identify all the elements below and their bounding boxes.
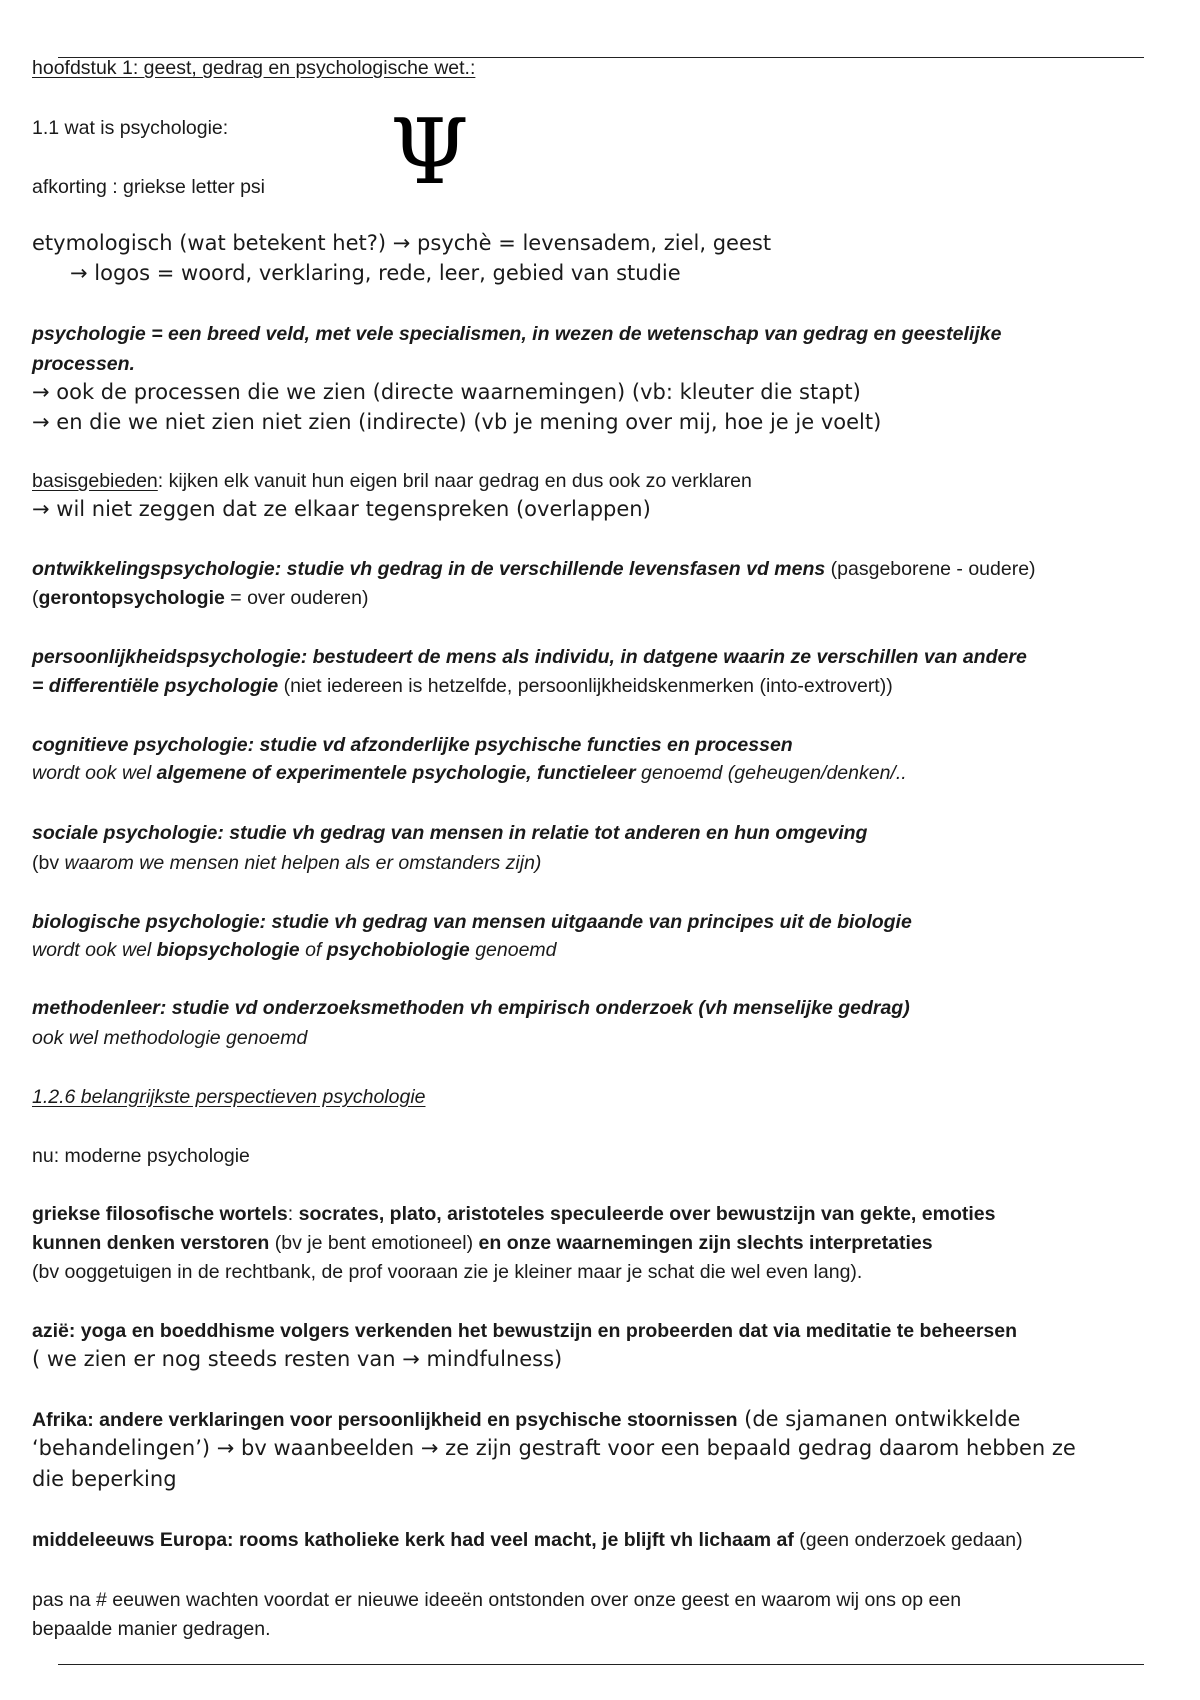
ontwikkeling-line-2 xyxy=(32,586,369,611)
biologisch-prefix: wordt ook wel xyxy=(32,939,157,961)
etymology-line-1: etymologisch (wat betekent het?) → psychè = levensadem, ziel, geest xyxy=(32,231,772,255)
biologisch-line-2 xyxy=(32,938,557,963)
methodenleer-line-2: ook wel methodologie genoemd xyxy=(32,1027,308,1049)
slot-line-2: bepaalde manier gedragen. xyxy=(32,1618,271,1640)
grieks-term: griekse filosofische wortels xyxy=(32,1203,288,1225)
persoonlijkheid-line-1: persoonlijkheidspsychologie: bestudeert de mens als individu, in datgene waarin ze verschillen van andere xyxy=(32,646,1027,668)
azie-line-1: azië: yoga en boeddhisme volgers verkenden het bewustzijn en probeerden dat via meditatie te beheersen xyxy=(32,1320,1018,1342)
moderne-psychologie-line: nu: moderne psychologie xyxy=(32,1145,250,1167)
biopsychologie-term: biopsychologie xyxy=(156,939,300,961)
middeleeuwen-note: (geen onderzoek gedaan) xyxy=(793,1529,1023,1551)
psi-symbol: Ψ xyxy=(390,100,469,205)
grieks-emotions: kunnen denken verstoren xyxy=(32,1232,270,1254)
slot-line-1: pas na # eeuwen wachten voordat er nieuwe ideeën ontstonden over onze geest en waarom wij ons op een xyxy=(32,1589,962,1611)
section-1-2-6-heading: 1.2.6 belangrijkste perspectieven psychologie xyxy=(32,1086,426,1108)
definition-line-1: psychologie = een breed veld, met vele specialismen, in wezen de wetenschap van gedrag en geestelijke xyxy=(32,323,1002,345)
sociaal-line-2 xyxy=(32,851,541,876)
cognitief-prefix: wordt ook wel xyxy=(32,762,157,784)
afrika-line-1 xyxy=(32,1406,1020,1433)
sociaal-paren: (bv xyxy=(32,852,65,874)
ontwikkeling-line-1 xyxy=(32,557,1036,582)
basisgebieden-line xyxy=(32,469,752,494)
definition-line-2: processen. xyxy=(32,353,135,375)
afrika-note: (de sjamanen ontwikkelde xyxy=(737,1407,1021,1431)
basisgebieden-text: : kijken elk vanuit hun eigen bril naar gedrag en dus ook zo verklaren xyxy=(157,470,752,492)
etymology-line-2: → logos = woord, verklaring, rede, leer, gebied van studie xyxy=(70,261,681,285)
gerontopsychologie-term: gerontopsychologie xyxy=(38,587,225,609)
definition-arrow-2: → en die we niet zien niet zien (indirecte) (vb je mening over mij, hoe je je voelt) xyxy=(32,410,882,434)
definition-arrow-1: → ook de processen die we zien (directe waarnemingen) (vb: kleuter die stapt) xyxy=(32,380,861,404)
cognitief-terms: algemene of experimentele psychologie, functieleer xyxy=(156,762,636,784)
afrika-line-2: ‘behandelingen’) → bv waanbeelden → ze zijn gestraft voor een bepaald gedrag daarom hebben ze xyxy=(32,1436,1076,1460)
basisgebieden-note: → wil niet zeggen dat ze elkaar tegenspreken (overlappen) xyxy=(32,497,651,521)
persoonlijkheid-line-2 xyxy=(32,674,893,699)
afrika-line-3: die beperking xyxy=(32,1467,177,1491)
cognitief-suffix: genoemd (geheugen/denken/.. xyxy=(635,762,907,784)
ontwikkeling-definition: ontwikkelingspsychologie: studie vh gedrag in de verschillende levensfasen vd mens xyxy=(32,558,826,580)
grieks-line-3: (bv ooggetuigen in de rechtbank, de prof vooraan zie je kleiner maar je schat die wel even lang). xyxy=(32,1261,863,1283)
differentiele-term: = differentiële psychologie xyxy=(32,675,279,697)
grieks-philosophers: socrates, plato, aristoteles speculeerde over bewustzijn van gekte, emoties xyxy=(298,1203,996,1225)
abbreviation-line: afkorting : griekse letter psi xyxy=(32,176,266,198)
grieks-line-2 xyxy=(32,1231,933,1256)
middeleeuwen-term: middeleeuws Europa: rooms katholieke kerk had veel macht, je blijft vh lichaam af xyxy=(32,1529,794,1551)
grieks-example: (bv je bent emotioneel) xyxy=(269,1232,479,1254)
azie-line-2: ( we zien er nog steeds resten van → mindfulness) xyxy=(32,1347,563,1371)
methodenleer-line-1: methodenleer: studie vd onderzoeksmethoden vh empirisch onderzoek (vh menselijke gedrag) xyxy=(32,997,910,1019)
ontwikkeling-paren: ( xyxy=(32,587,39,609)
psychobiologie-term: psychobiologie xyxy=(326,939,470,961)
biologisch-suffix: genoemd xyxy=(469,939,557,961)
sociaal-line-1: sociale psychologie: studie vh gedrag van mensen in relatie tot anderen en hun omgeving xyxy=(32,822,868,844)
grieks-line-1 xyxy=(32,1202,995,1227)
gerontopsychologie-note: = over ouderen) xyxy=(224,587,369,609)
cognitief-line-1: cognitieve psychologie: studie vd afzonderlijke psychische functies en processen xyxy=(32,734,793,756)
cognitief-line-2 xyxy=(32,761,907,786)
chapter-title: hoofdstuk 1: geest, gedrag en psychologische wet.: xyxy=(32,57,476,79)
biologisch-line-1: biologische psychologie: studie vh gedrag van mensen uitgaande van principes uit de biologie xyxy=(32,911,912,933)
grieks-interpretations: en onze waarnemingen zijn slechts interpretaties xyxy=(478,1232,933,1254)
biologisch-of: of xyxy=(299,939,327,961)
grieks-colon: : xyxy=(287,1203,299,1225)
section-1-1-heading: 1.1 wat is psychologie: xyxy=(32,117,229,139)
persoonlijkheid-note: (niet iedereen is hetzelfde, persoonlijkheidskenmerken (into-extrovert)) xyxy=(278,675,893,697)
bottom-rule xyxy=(58,1664,1144,1665)
ontwikkeling-note: (pasgeborene - oudere) xyxy=(825,558,1036,580)
afrika-term: Afrika: andere verklaringen voor persoonlijkheid en psychische stoornissen xyxy=(32,1409,738,1431)
basisgebieden-label: basisgebieden xyxy=(32,470,158,492)
middeleeuwen-line xyxy=(32,1528,1023,1553)
sociaal-example: waarom we mensen niet helpen als er omstanders zijn) xyxy=(64,852,542,874)
